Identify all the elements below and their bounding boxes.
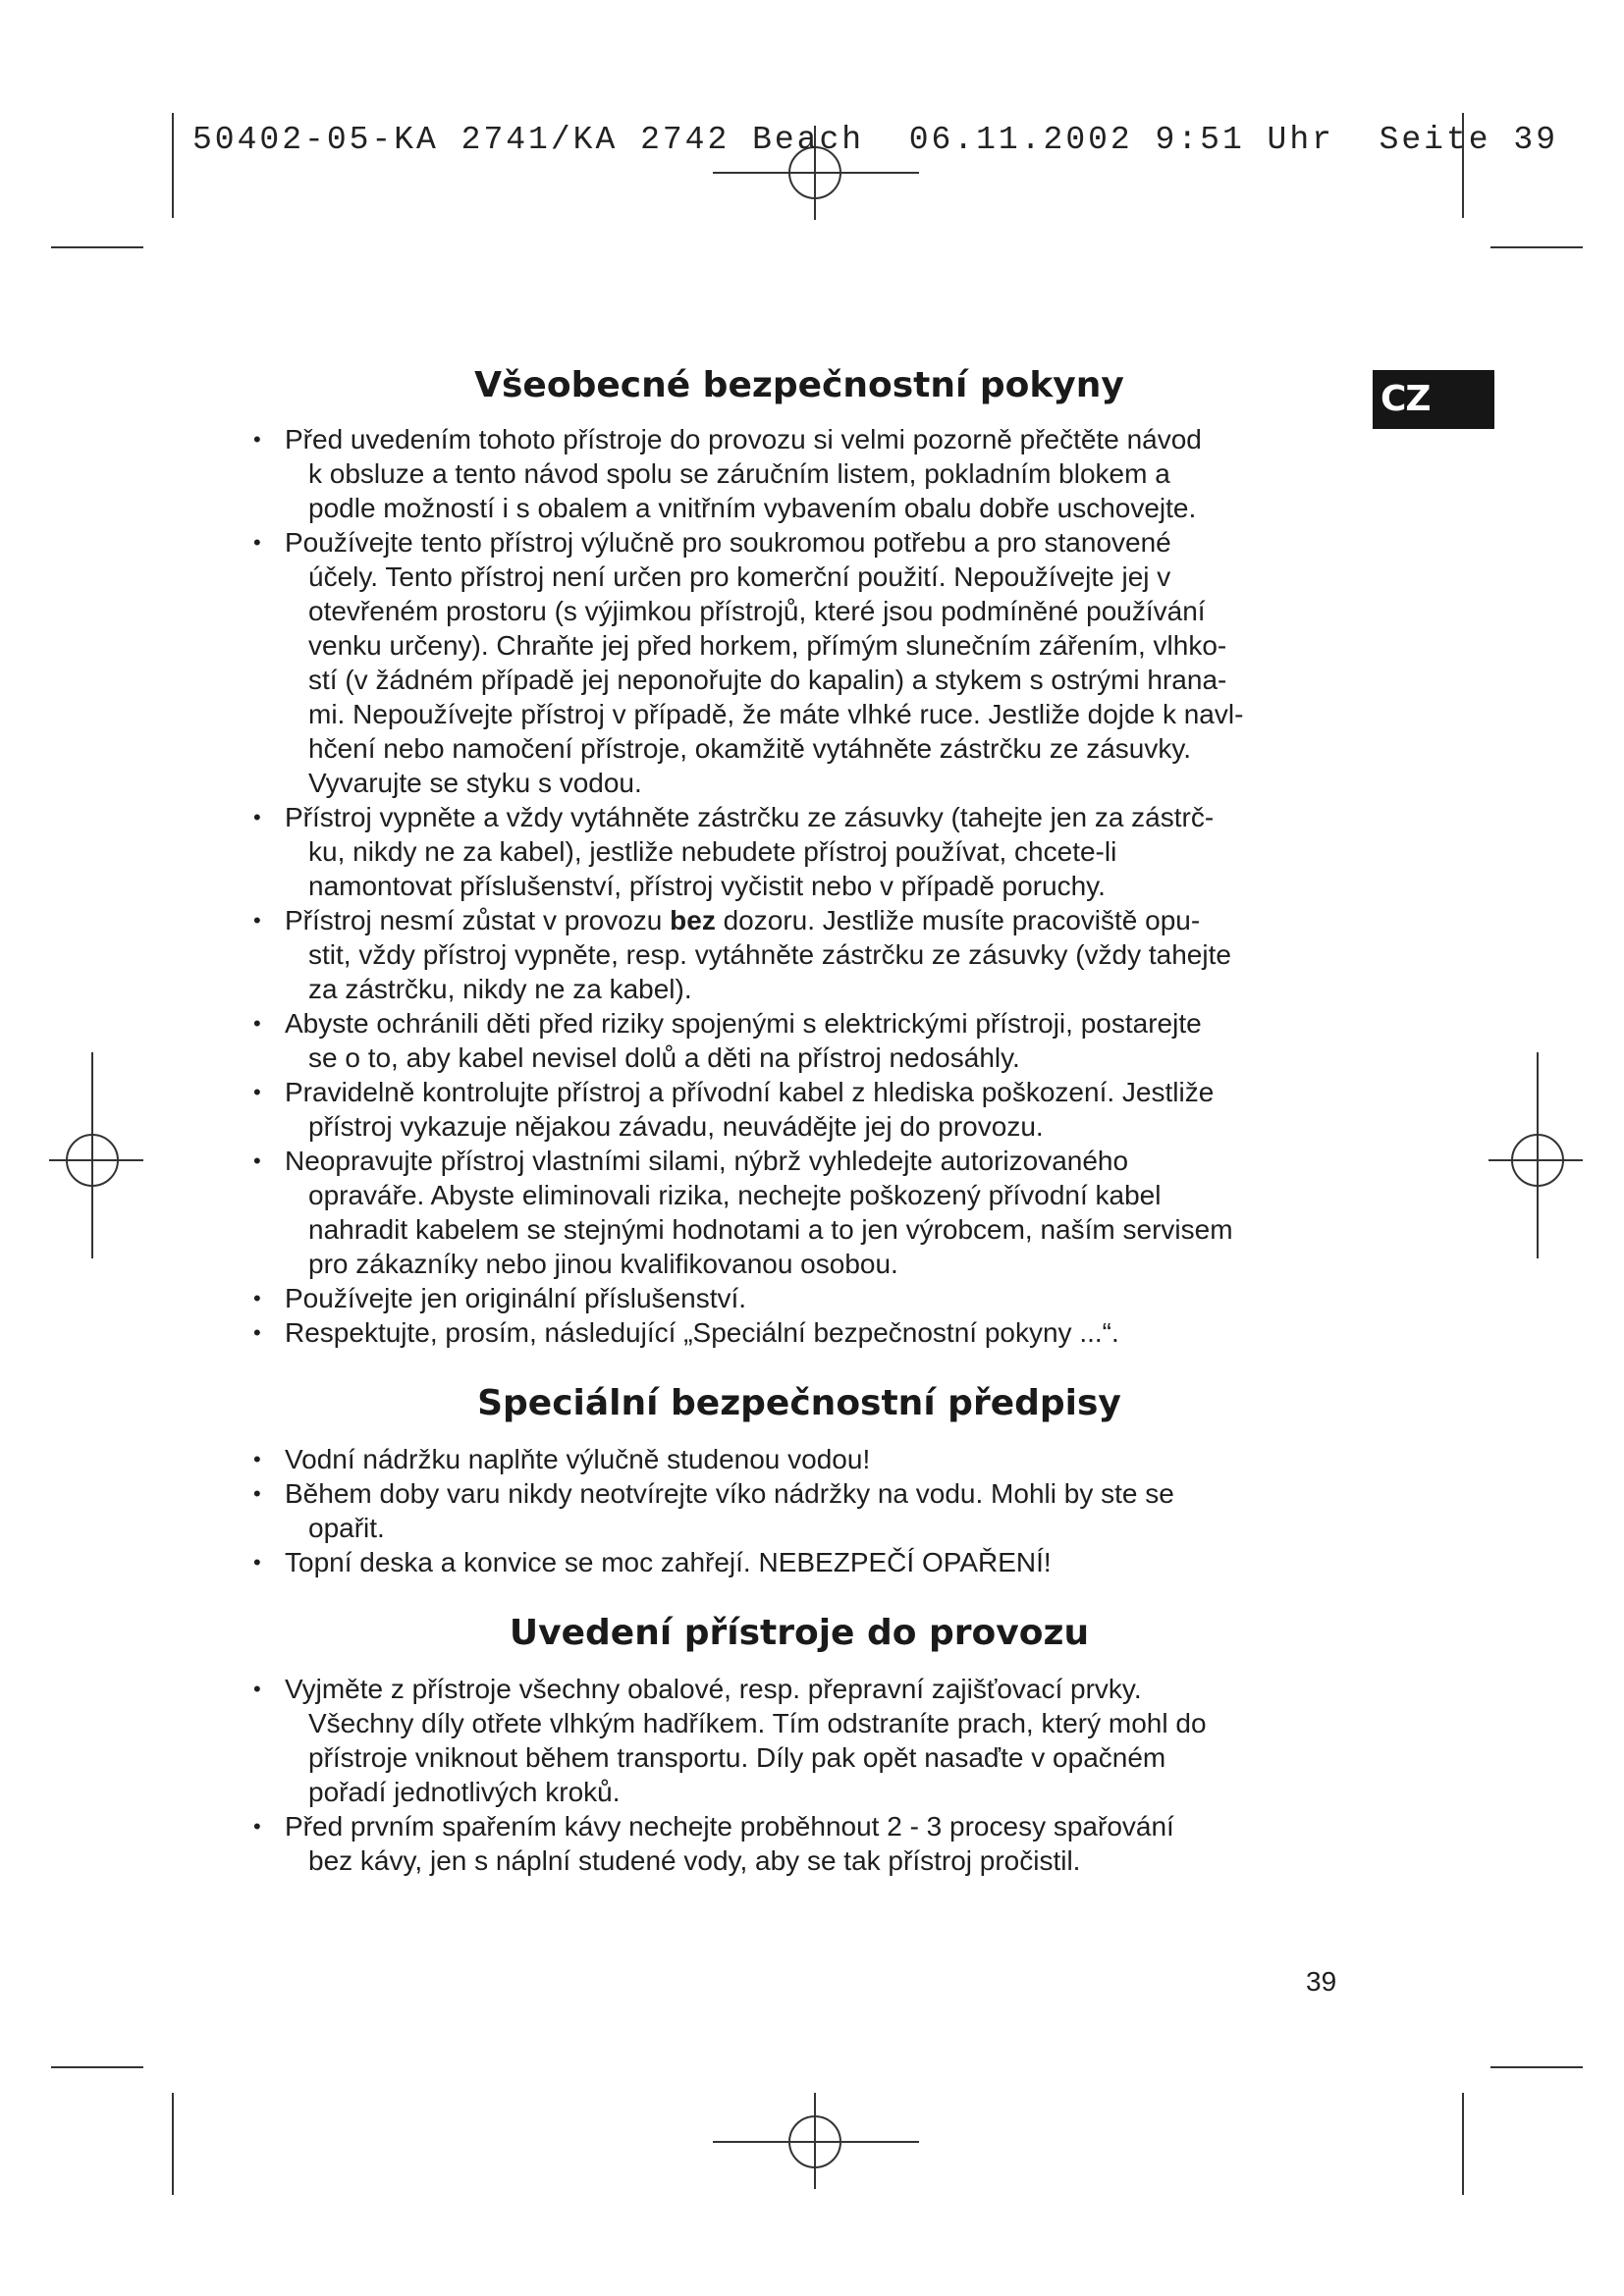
list-item: • Před uvedením tohoto přístroje do provozu si velmi pozorně přečtěte návod k obsluze a tento návod spolu se záručním listem, pokladním blokem a podle možností i s obalem a vnitřním vybavením obalu dobře uschovejte. xyxy=(245,422,1353,525)
list-item: • Přístroj nesmí zůstat v provozu bez dozoru. Jestliže musíte pracoviště opu- stit, vždy přístroj vypněte, resp. vytáhněte zástrčku ze zásuvky (vždy tahejte za zástrčku, nikdy ne za kabel). xyxy=(245,903,1353,1006)
section-title-start-up: Uvedení přístroje do provozu xyxy=(509,1613,1090,1653)
general-safety-list xyxy=(245,422,1353,1350)
emphasis-bez: bez xyxy=(670,905,716,935)
language-tab: CZ xyxy=(1373,370,1494,429)
start-up-list xyxy=(245,1672,1353,1878)
list-item: • Během doby varu nikdy neotvírejte víko nádržky na vodu. Mohli by ste se opařit. xyxy=(245,1476,1353,1545)
list-item: • Neopravujte přístroj vlastními silami, nýbrž vyhledejte autorizovaného opraváře. Abyste eliminovali rizika, nechejte poškozený přívodní kabel nahradit kabelem se stejnými hodnotami a to jen výrobcem, naším servisem pro zákazníky nebo jinou kvalifikovanou osobou. xyxy=(245,1144,1353,1281)
list-item: • Topní deska a konvice se moc zahřejí. NEBEZPEČÍ OPAŘENÍ! xyxy=(245,1545,1353,1579)
print-slug-header: 50402-05-KA 2741/KA 2742 Beach 06.11.2002 9:51 Uhr Seite 39 xyxy=(192,122,1558,158)
special-safety-list xyxy=(245,1442,1353,1579)
list-item: • Používejte tento přístroj výlučně pro soukromou potřebu a pro stanovené účely. Tento přístroj není určen pro komerční použití. Nepoužívejte jej v otevřeném prostoru (s výjimkou přístrojů, které jsou podmíněné používání venku určeny). Chraňte jej před horkem, přímým slunečním zářením, vlhko- stí (v žádném případě jej neponořujte do kapalin) a stykem s ostrými hrana- mi. Nepoužívejte přístroj v případě, že máte vlhké ruce. Jestliže dojde k navl- hčení nebo namočení přístroje, okamžitě vytáhněte zástrčku ze zásuvky. Vyvarujte se styku s vodou. xyxy=(245,525,1353,800)
list-item: • Abyste ochránili děti před riziky spojenými s elektrickými přístroji, postarejte se o to, aby kabel nevisel dolů a děti na přístroj nedosáhly. xyxy=(245,1006,1353,1075)
list-item: • Přístroj vypněte a vždy vytáhněte zástrčku ze zásuvky (tahejte jen za zástrč- ku, nikdy ne za kabel), jestliže nebudete přístroj používat, chcete-li namontovat příslušenství, přístroj vyčistit nebo v případě poruchy. xyxy=(245,800,1353,903)
list-item: • Respektujte, prosím, následující „Speciální bezpečnostní pokyny ...“. xyxy=(245,1315,1353,1350)
list-item: • Vodní nádržku naplňte výlučně studenou vodou! xyxy=(245,1442,1353,1476)
section-title-general-safety: Všeobecné bezpečnostní pokyny xyxy=(474,365,1124,405)
list-item: • Pravidelně kontrolujte přístroj a přívodní kabel z hlediska poškození. Jestliže přístroj vykazuje nějakou závadu, neuvádějte jej do provozu. xyxy=(245,1075,1353,1144)
list-item: • Používejte jen originální příslušenství. xyxy=(245,1281,1353,1315)
section-title-special-safety: Speciální bezpečnostní předpisy xyxy=(477,1383,1121,1423)
main-content xyxy=(245,361,1353,1878)
list-item: • Před prvním spařením kávy nechejte proběhnout 2 - 3 procesy spařování bez kávy, jen s náplní studené vody, aby se tak přístroj pročistil. xyxy=(245,1809,1353,1878)
list-item: • Vyjměte z přístroje všechny obalové, resp. přepravní zajišťovací prvky. Všechny díly otřete vlhkým hadříkem. Tím odstraníte prach, který mohl do přístroje vniknout během transportu. Díly pak opět nasaďte v opačném pořadí jednotlivých kroků. xyxy=(245,1672,1353,1809)
page-number: 39 xyxy=(1306,1966,1337,1997)
